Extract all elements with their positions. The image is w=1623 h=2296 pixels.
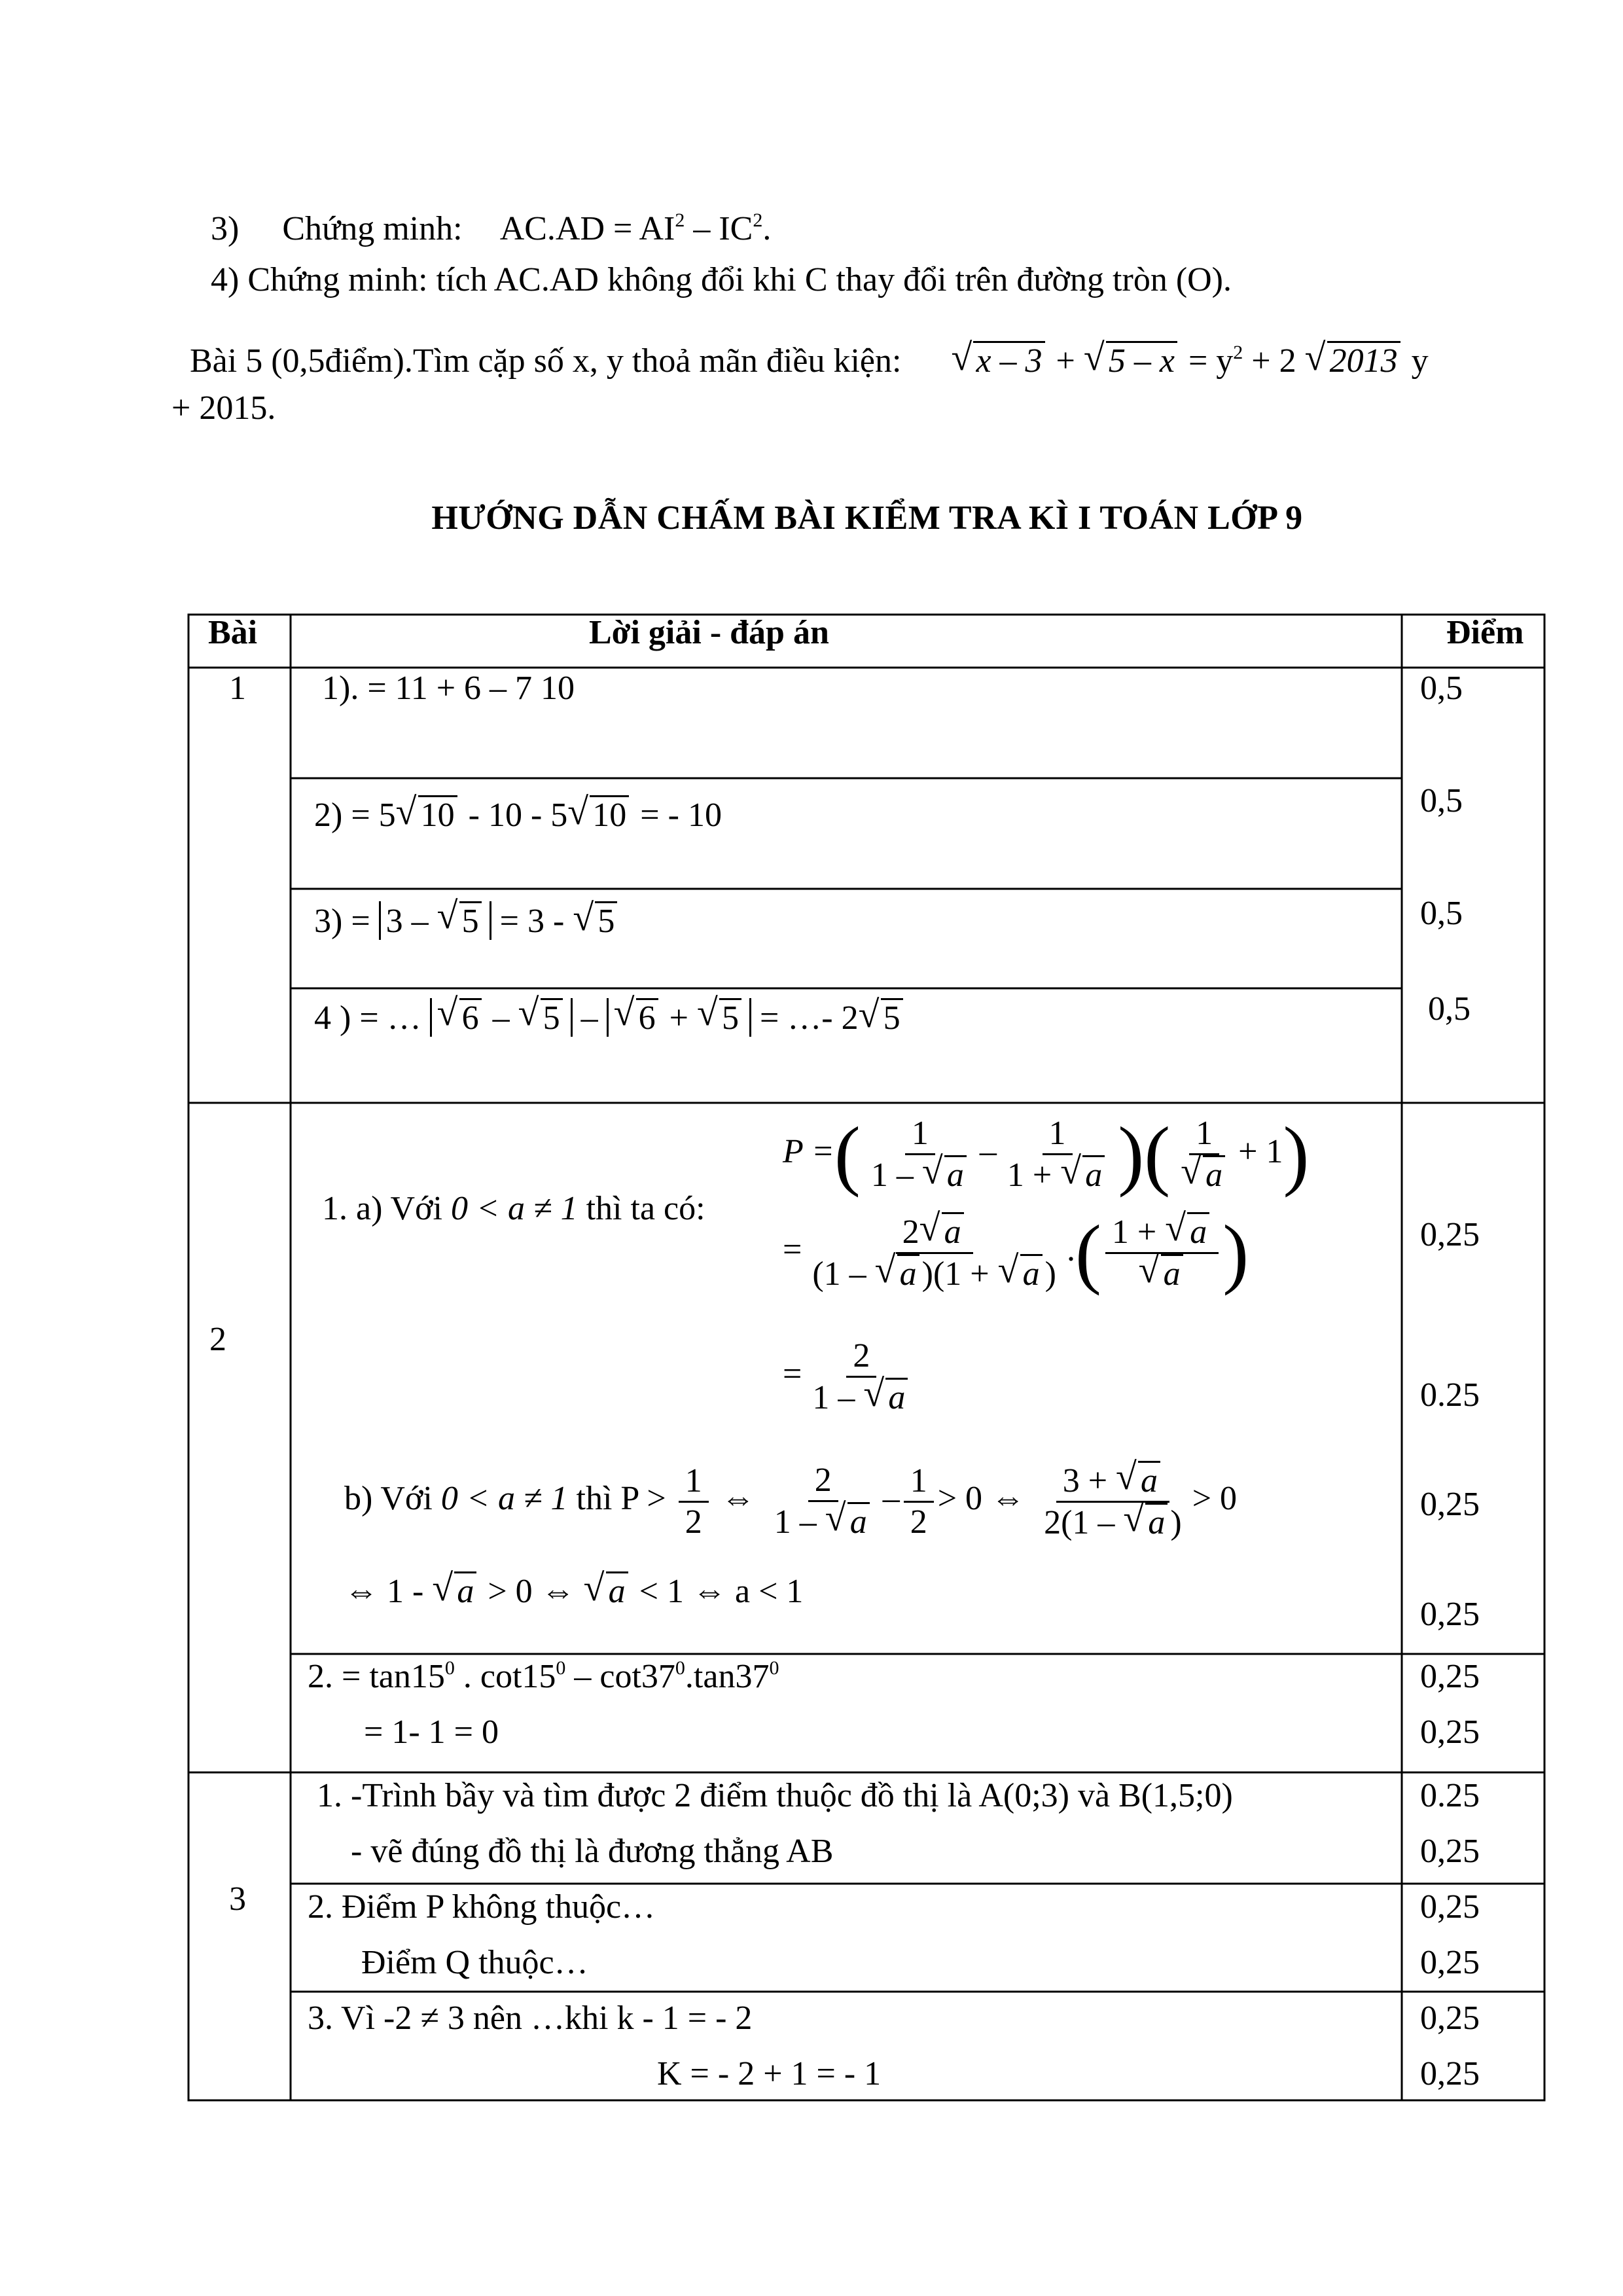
b1-root-10b: √ 10 xyxy=(567,795,629,836)
b1-root-5: √ 5 xyxy=(573,901,617,942)
bai-5-eq: = y xyxy=(1188,342,1234,380)
item-3-end: . xyxy=(762,210,772,247)
b2-score-5: 0,25 xyxy=(1420,1658,1480,1695)
b2-q2-line-1: 2. = $\tan 15^0$ . $\cot 15^0 - \cot 37^0.\tan 37^0$ xyxy=(308,1657,779,1695)
b1-line-1: 1). = 11 + 6 – 7 10 xyxy=(322,670,575,707)
b3-line-6: K = - 2 + 1 = - 1 xyxy=(657,2055,882,2092)
b1-abs-1: √ 6 – √ 5 xyxy=(430,998,573,1037)
b3-score-3: 0,25 xyxy=(1420,1888,1480,1926)
page-title: HƯỚNG DẪN CHẤM BÀI KIỂM TRA KÌ I TOÁN LỚP 9 xyxy=(431,499,1303,537)
b1-score-3: 0,5 xyxy=(1420,895,1463,932)
bai-5-continued: + 2015. xyxy=(171,389,276,427)
b2-p-expression: P =( 1 1 – √ a – 1 1 + √ a )( 1 √ a + 1) xyxy=(783,1111,1310,1198)
bai-5-lead: Bài 5 (0,5điểm).Tìm cặp số x, y thoả mãn điều kiện: xyxy=(190,342,902,380)
b2-step-3: = 2 1 – √ a xyxy=(783,1329,921,1420)
b3-line-5: 3. Vì -2 ≠ 3 nên …khi k - 1 = - 2 xyxy=(308,2000,753,2037)
b3-score-1: 0.25 xyxy=(1420,1777,1480,1814)
item-3-sup-1: 2 xyxy=(675,209,685,231)
b3-score-5: 0,25 xyxy=(1420,2000,1480,2037)
bai-5-root-3: √ 2013 xyxy=(1305,340,1400,382)
b1-score-1: 0,5 xyxy=(1420,670,1463,707)
b3-score-2: 0,25 xyxy=(1420,1833,1480,1870)
bai-label-3: 3 xyxy=(229,1880,246,1918)
b1-root-10a: √ 10 xyxy=(396,795,457,836)
b3-line-2: - vẽ đúng đồ thị là đương thẳng AB xyxy=(351,1833,834,1870)
item-3-formula-b: – IC xyxy=(685,210,753,247)
bai-5-sup: 2 xyxy=(1233,342,1243,363)
b1-line-2: 2) = 5 √ 10 - 10 - 5 √ 10 = - 10 xyxy=(314,795,722,836)
b2-score-4: 0,25 xyxy=(1420,1596,1480,1633)
header-bai: Bài xyxy=(208,614,258,651)
bai-5-root-1: √ x – 3 xyxy=(951,340,1044,382)
b1-line-3: 3) = 3 – √ 5 = 3 - √ 5 xyxy=(314,901,620,942)
bai-label-2: 2 xyxy=(209,1321,226,1358)
b2-last-line: ⇔ 1 - √ a > 0 ⇔ √ a < 1 ⇔ a < 1 xyxy=(344,1566,804,1610)
b1-line-4: 4 ) = … √ 6 – √ 5 – √ 6 + √ 5 = …- 2 √ 5 xyxy=(314,997,906,1039)
item-3-formula-a: AC.AD = AI xyxy=(499,210,675,247)
item-4: 4) Chứng minh: tích AC.AD không đổi khi C thay đổi trên đường tròn (O). xyxy=(211,261,1232,298)
item-3-sup-2: 2 xyxy=(753,209,763,231)
b2-score-3: 0,25 xyxy=(1420,1486,1480,1523)
b1-abs-2: √ 6 + √ 5 xyxy=(607,998,751,1037)
bai-5-plus: + xyxy=(1056,342,1075,380)
header-diem: Điểm xyxy=(1446,614,1524,651)
bai-label-1: 1 xyxy=(229,670,246,707)
header-loi-giai: Lời giải - đáp án xyxy=(589,614,829,651)
b2-score-2: 0.25 xyxy=(1420,1376,1480,1414)
bai-5-root-2: √ 5 – x xyxy=(1084,340,1177,382)
item-3-number: 3) xyxy=(211,210,240,247)
b2-b-line: b) Với 0 < a ≠ 1 thì P > $\frac{1}{2}$ ⇔ 2 1 – √ a – $\frac{1}{2}$ > 0 ⇔ 3 + √ a 2(1 – √ a ) > 0 xyxy=(344,1454,1238,1541)
bai-5-mid: + 2 xyxy=(1243,342,1296,380)
b3-line-1: 1. -Trình bầy và tìm được 2 điểm thuộc đồ thị là A(0;3) và B(1,5;0) xyxy=(317,1777,1233,1814)
b3-score-4: 0,25 xyxy=(1420,1944,1480,1981)
b1-score-2: 0,5 xyxy=(1420,782,1463,819)
b3-line-4: Điểm Q thuộc… xyxy=(361,1944,588,1981)
b3-score-6: 0,25 xyxy=(1420,2055,1480,2092)
b2-score-6: 0,25 xyxy=(1420,1713,1480,1751)
b3-line-3: 2. Điểm P không thuộc… xyxy=(308,1888,656,1926)
b1-score-4: 0,5 xyxy=(1428,990,1471,1028)
b2-step-2: = 2 √ a (1 – √ a )(1 + √ a ) .( 1 + √ a √ a ) xyxy=(783,1206,1249,1297)
b2-score-1: 0,25 xyxy=(1420,1216,1480,1253)
b2-a-lead: 1. a) Với 0 < a ≠ 1 thì ta có: xyxy=(322,1190,705,1227)
item-3-text: Chứng minh: xyxy=(282,210,463,247)
bai-5-y: y xyxy=(1411,342,1429,380)
b2-q2-line-2: = 1- 1 = 0 xyxy=(364,1713,499,1751)
b1-abs: 3 – √ 5 xyxy=(379,901,491,940)
